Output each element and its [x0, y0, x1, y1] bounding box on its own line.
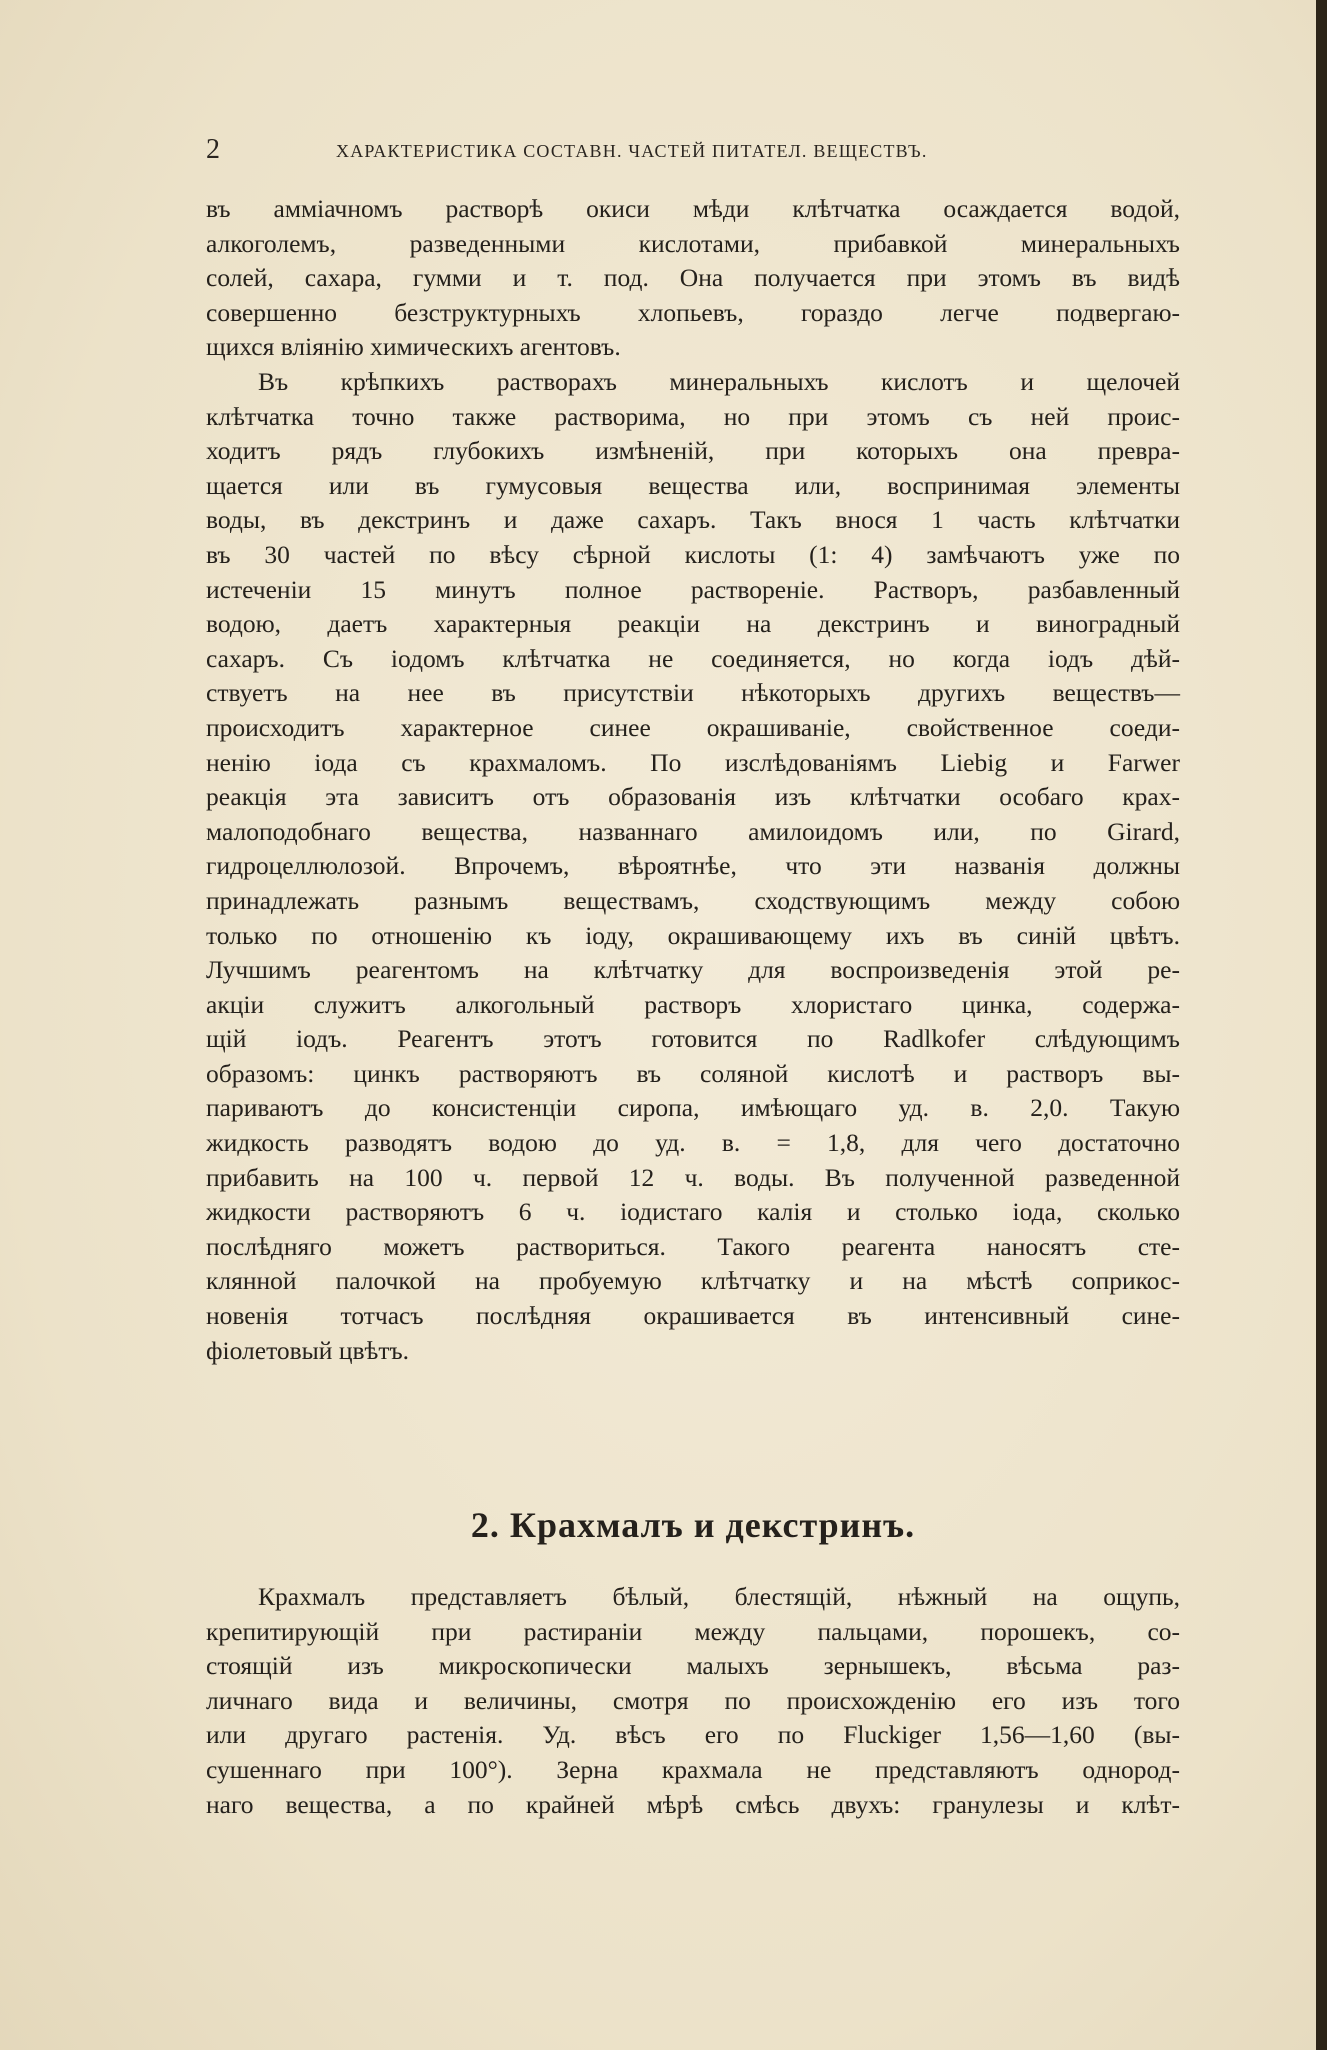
text-line: ходитъ рядъ глубокихъ измѣненій, при которыхъ она превра- — [206, 436, 1180, 466]
text-line: новенія тотчасъ послѣдняя окрашивается въ интенсивный сине- — [206, 1301, 1180, 1331]
text-line: Лучшимъ реагентомъ на клѣтчатку для воспроизведенія этой ре- — [206, 955, 1180, 985]
text-line: въ амміачномъ растворѣ окиси мѣди клѣтчатка осаждается водой, — [206, 194, 1180, 223]
text-line: щается или въ гумусовыя вещества или, воспринимая элементы — [206, 470, 1180, 500]
text-line: прибавить на 100 ч. первой 12 ч. воды. Въ полученной разведенной — [206, 1162, 1180, 1192]
text-line: или другаго растенія. Уд. вѣсъ его по Fluckiger 1,56—1,60 (вы- — [206, 1720, 1180, 1750]
paragraph-2 — [206, 365, 1180, 1368]
text-line: истеченіи 15 минутъ полное раствореніе. Растворъ, разбавленный — [206, 574, 1180, 604]
text-line: гидроцеллюлозой. Впрочемъ, вѣроятнѣе, что эти названія должны — [206, 851, 1180, 881]
text-line: сахаръ. Съ іодомъ клѣтчатка не соединяется, но когда іодъ дѣй- — [206, 643, 1180, 673]
section-heading: 2. Крахмалъ и декстринъ. — [470, 1505, 916, 1545]
text-line: совершенно безструктурныхъ хлопьевъ, гораздо легче подвергаю- — [206, 297, 1180, 327]
text-line: сушеннаго при 100°). Зерна крахмала не представляютъ однород- — [206, 1754, 1180, 1784]
text-line: щихся вліянію химическихъ агентовъ. — [206, 332, 621, 362]
text-line: только по отношенію къ іоду, окрашивающему ихъ въ синій цвѣтъ. — [206, 920, 1180, 950]
text-line: стоящій изъ микроскопически малыхъ зернышекъ, вѣсьма раз- — [206, 1651, 1180, 1681]
text-line: жидкости растворяютъ 6 ч. іодистаго калія и столько іода, сколько — [206, 1197, 1180, 1227]
page-edge-shadow — [1316, 0, 1327, 2050]
text-line: личнаго вида и величины, смотря по происхожденію его изъ того — [206, 1685, 1180, 1715]
text-line: принадлежать разнымъ веществамъ, сходствующимъ между собою — [206, 885, 1180, 915]
text-line: воды, въ декстринъ и даже сахаръ. Такъ внося 1 часть клѣтчатки — [206, 505, 1180, 535]
page-number: 2 — [206, 134, 220, 165]
text-line: ненію іода съ крахмаломъ. По изслѣдованіямъ Liebig и Farwer — [206, 747, 1180, 777]
text-line: въ 30 частей по вѣсу сѣрной кислоты (1: 4) замѣчаютъ уже по — [206, 539, 1180, 569]
text-line: Въ крѣпкихъ растворахъ минеральныхъ кислотъ и щелочей — [258, 367, 1180, 396]
text-line: малоподобнаго вещества, названнаго амилоидомъ или, по Girard, — [206, 816, 1180, 846]
text-line: ствуетъ на нее въ присутствіи нѣкоторыхъ другихъ веществъ— — [206, 678, 1180, 708]
text-line: клянной палочкой на пробуемую клѣтчатку и на мѣстѣ соприкос- — [206, 1266, 1180, 1296]
text-line: происходитъ характерное синее окрашиваніе, свойственное соеди- — [206, 712, 1180, 742]
text-line: париваютъ до консистенціи сиропа, имѣющаго уд. в. 2,0. Такую — [206, 1093, 1180, 1123]
text-line: Крахмалъ представляетъ бѣлый, блестящій, нѣжный на ощупь, — [258, 1582, 1180, 1611]
text-line: водою, даетъ характерныя реакціи на декстринъ и виноградный — [206, 609, 1180, 639]
text-line: клѣтчатка точно также растворима, но при этомъ съ ней проис- — [206, 401, 1180, 431]
text-line: образомъ: цинкъ растворяютъ въ соляной кислотѣ и растворъ вы- — [206, 1058, 1180, 1088]
running-head: ХАРАКТЕРИСТИКА СОСТАВН. ЧАСТЕЙ ПИТАТЕЛ. ВЕЩЕСТВЪ. — [336, 141, 928, 161]
text-line: алкоголемъ, разведенными кислотами, прибавкой минеральныхъ — [206, 228, 1180, 258]
text-line: щій іодъ. Реагентъ этотъ готовится по Radlkofer слѣдующимъ — [206, 1024, 1180, 1054]
text-line: послѣдняго можетъ раствориться. Такого реагента наносятъ сте- — [206, 1231, 1180, 1261]
page-header — [206, 132, 1186, 168]
paragraph-3 — [206, 1580, 1180, 1822]
text-line: реакція эта зависитъ отъ образованія изъ клѣтчатки особаго крах- — [206, 782, 1180, 812]
text-line: фіолетовый цвѣтъ. — [206, 1335, 410, 1365]
text-line: крепитирующій при растираніи между пальцами, порошекъ, со- — [206, 1616, 1180, 1646]
text-line: жидкость разводятъ водою до уд. в. = 1,8, для чего достаточно — [206, 1128, 1180, 1158]
text-line: акціи служитъ алкогольный растворъ хлористаго цинка, содержа- — [206, 989, 1180, 1019]
text-line: солей, сахара, гумми и т. под. Она получается при этомъ въ видѣ — [206, 263, 1180, 293]
paragraph-1 — [206, 192, 1180, 365]
text-line: наго вещества, а по крайней мѣрѣ смѣсь двухъ: гранулезы и клѣт- — [206, 1789, 1180, 1819]
